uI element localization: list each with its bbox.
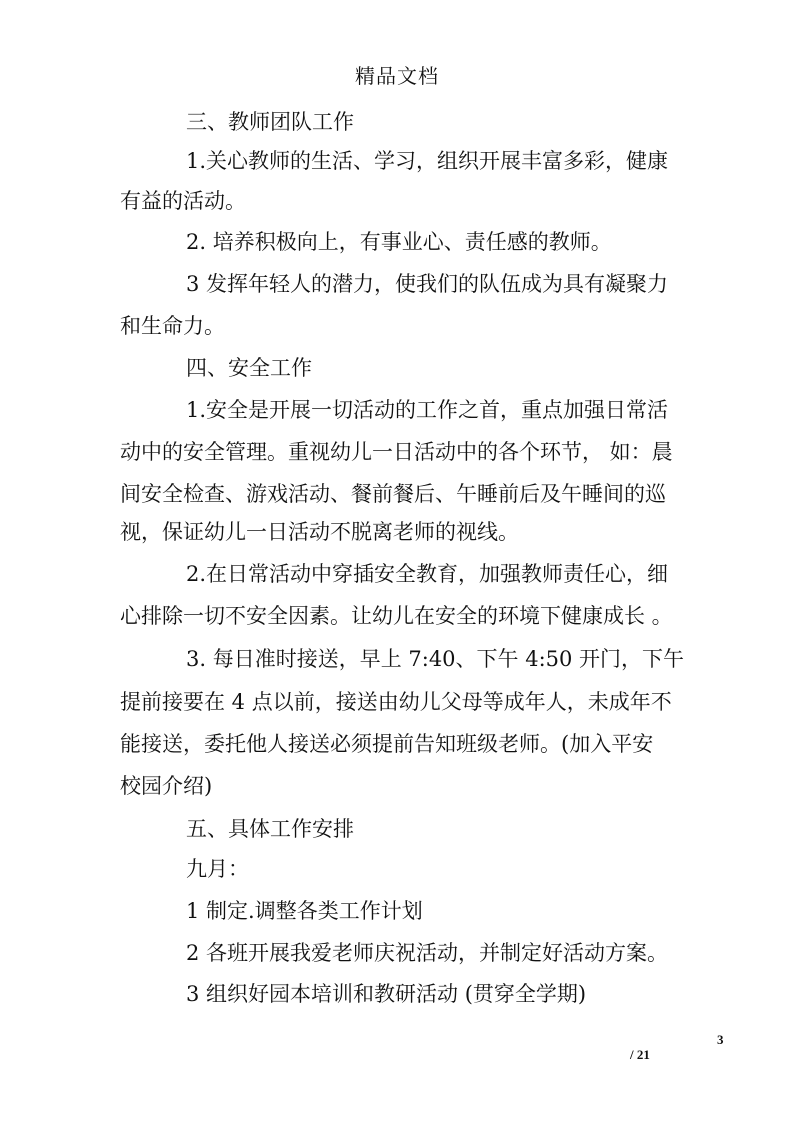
text-line: 2. 培养积极向上，有事业心、责任感的教师。 bbox=[186, 230, 612, 254]
month-label-september: 九月： bbox=[186, 857, 249, 881]
text-line: 3. 每日准时接送，早上 7:40、下午 4:50 开门，下午 bbox=[186, 647, 685, 671]
text-line: 间安全检查、游戏活动、餐前餐后、午睡前后及午睡间的巡 bbox=[120, 482, 666, 506]
text-line: 2.在日常活动中穿插安全教育，加强教师责任心，细 bbox=[186, 562, 669, 586]
text-line: 3 发挥年轻人的潜力，使我们的队伍成为具有凝聚力 bbox=[186, 272, 669, 296]
text-line: 1 制定.调整各类工作计划 bbox=[186, 899, 423, 923]
page-total: / 21 bbox=[630, 1047, 650, 1062]
text-line: 2 各班开展我爱老师庆祝活动，并制定好活动方案。 bbox=[186, 941, 669, 965]
section-heading-safety: 四、安全工作 bbox=[186, 356, 312, 380]
text-line: 1.关心教师的生活、学习，组织开展丰富多彩，健康 bbox=[186, 149, 669, 173]
text-line: 心排除一切不安全因素。让幼儿在安全的环境下健康成长 。 bbox=[120, 604, 673, 628]
text-line: 提前接要在 4 点以前，接送由幼儿父母等成年人，未成年不 bbox=[120, 690, 672, 714]
section-heading-schedule: 五、具体工作安排 bbox=[186, 817, 354, 841]
section-heading-teacher-team: 三、教师团队工作 bbox=[186, 110, 354, 134]
text-line: 有益的活动。 bbox=[120, 189, 246, 213]
text-line: 1.安全是开展一切活动的工作之首，重点加强日常活 bbox=[186, 398, 669, 422]
text-line: 和生命力。 bbox=[120, 314, 225, 338]
page-number: 3 bbox=[717, 1032, 724, 1047]
text-line: 视，保证幼儿一日活动不脱离老师的视线。 bbox=[120, 520, 519, 544]
text-line: 能接送，委托他人接送必须提前告知班级老师。(加入平安 bbox=[120, 732, 654, 756]
text-line: 校园介绍) bbox=[120, 774, 213, 798]
document-header: 精品文档 bbox=[355, 64, 439, 88]
text-line: 3 组织好园本培训和教研活动 (贯穿全学期) bbox=[186, 982, 587, 1006]
text-line: 动中的安全管理。重视幼儿一日活动中的各个环节， 如：晨 bbox=[120, 440, 673, 464]
